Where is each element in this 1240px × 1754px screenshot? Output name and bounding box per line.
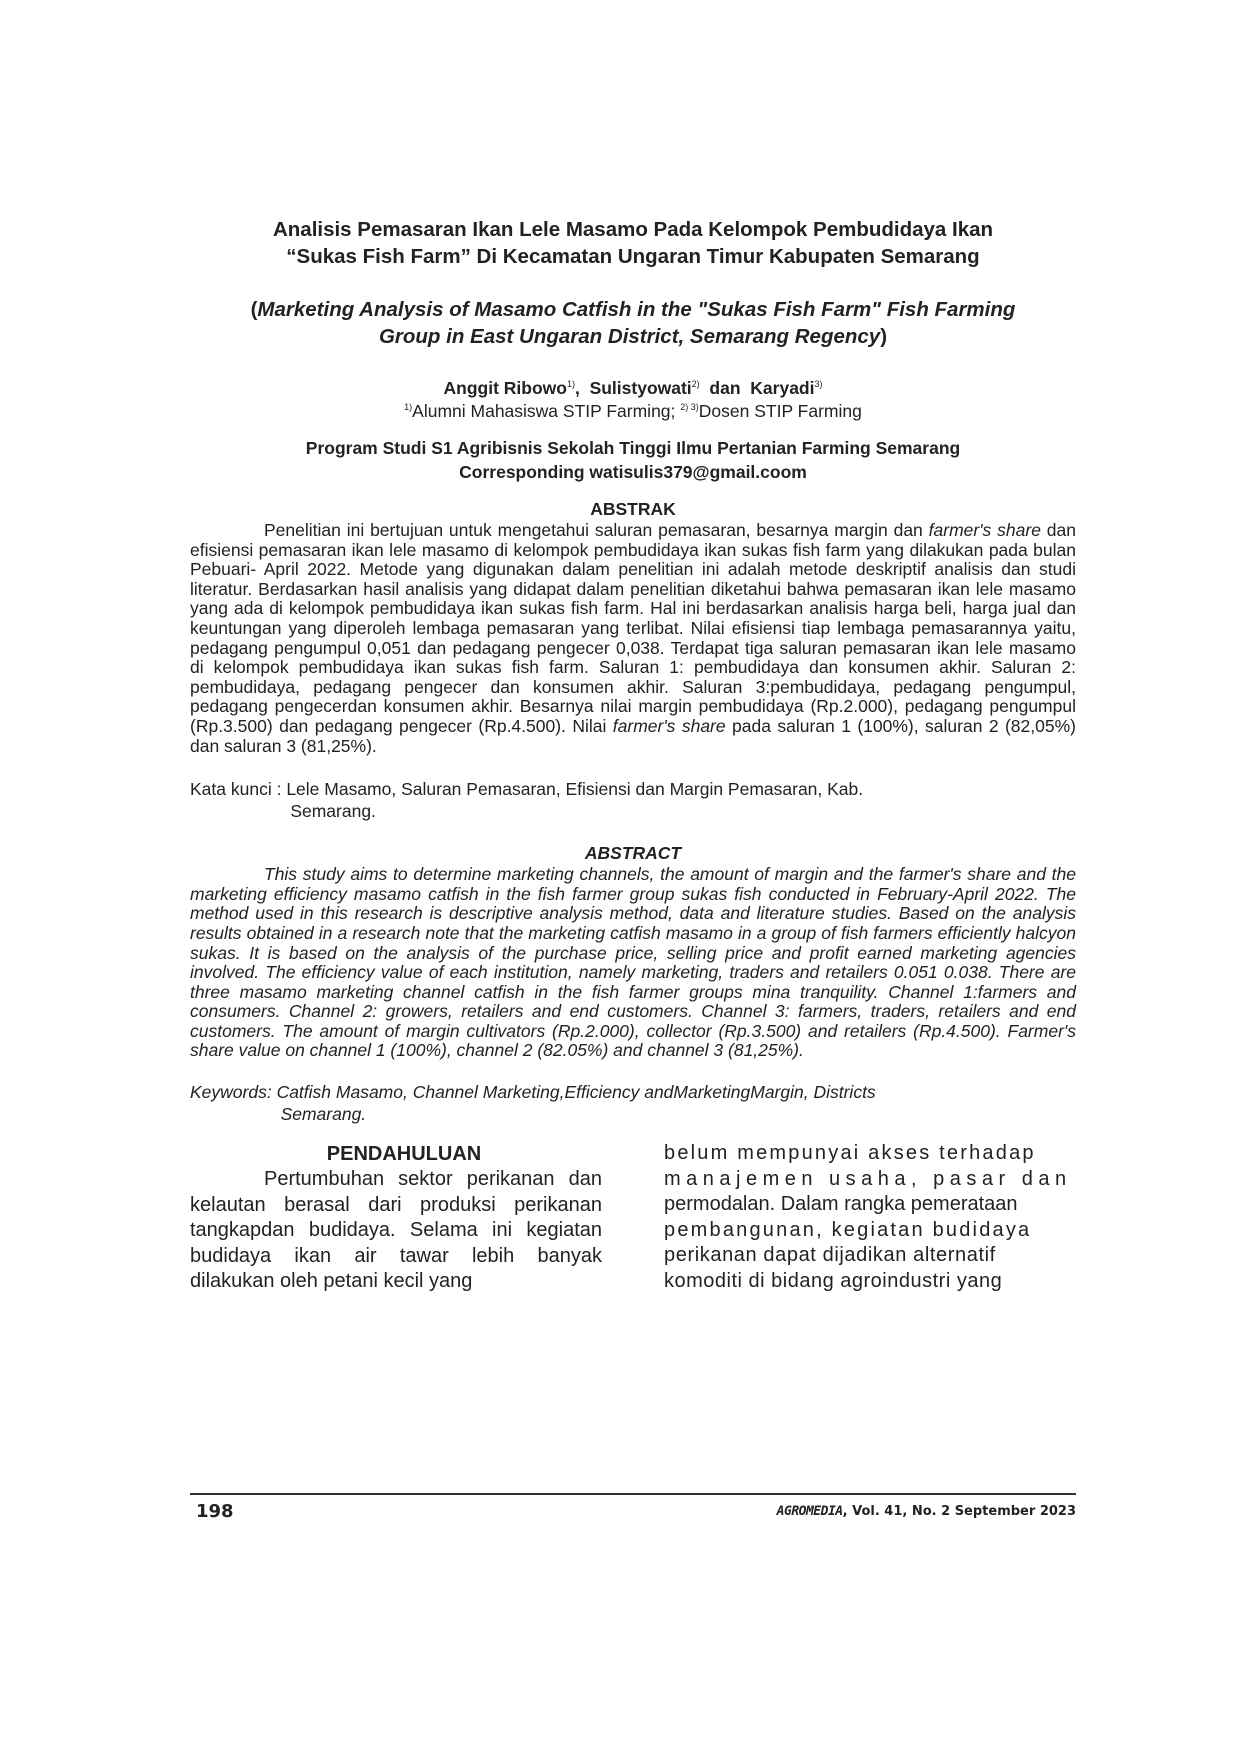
affiliation-text-1: Alumni Mahasiswa STIP Farming; bbox=[412, 401, 681, 421]
corresponding-email: Corresponding watisulis379@gmail.coom bbox=[459, 462, 807, 482]
journal-info bbox=[777, 1504, 1076, 1519]
author-2-sup: 2) bbox=[691, 379, 700, 390]
right-line-1: belum mempunyai akses terhadap bbox=[664, 1142, 1036, 1165]
abstrak-term-1: farmer's share bbox=[928, 520, 1041, 540]
abstract-body bbox=[190, 865, 1076, 1061]
author-conjunction: dan bbox=[709, 378, 741, 398]
keywords-line-1: Catfish Masamo, Channel Marketing,Efficiency andMarketingMargin, Districts bbox=[276, 1082, 876, 1103]
paper-page bbox=[190, 216, 1076, 1295]
affiliation bbox=[190, 400, 1076, 422]
author-list: Anggit Ribowo$^{1)}$, Sulistyowati$^{2)}$ dan Karyadi$^{3)}$ bbox=[443, 378, 823, 398]
body-columns bbox=[190, 1141, 1076, 1295]
author-3-sup: 3) bbox=[814, 379, 823, 390]
keywords bbox=[190, 1081, 1076, 1125]
right-line-4: pembangunan, kegiatan budidaya bbox=[664, 1218, 1032, 1241]
right-column bbox=[664, 1141, 1076, 1295]
page-footer bbox=[190, 1500, 1076, 1522]
left-column bbox=[190, 1141, 602, 1295]
affiliation-sup-1: 1) bbox=[404, 402, 413, 413]
keywords-label: Keywords: bbox=[190, 1082, 277, 1103]
title-en-line-2: Group in East Ungaran District, Semarang Regency bbox=[378, 325, 881, 348]
abstrak-part-1: Penelitian ini bertujuan untuk mengetahui saluran pemasaran, besarnya margin dan bbox=[264, 520, 929, 540]
abstrak-part-3: pada saluran 1 (100%), saluran 2 (82,05%) dan saluran 3 (81,25%). bbox=[190, 715, 1076, 756]
abstrak-term-2: farmer's share bbox=[612, 715, 726, 736]
affiliation-sup-2: 2) 3) bbox=[680, 402, 699, 413]
program-info bbox=[190, 436, 1076, 484]
abstrak-heading: ABSTRAK bbox=[590, 499, 676, 519]
right-line-5: perikanan dapat dijadikan alternatif bbox=[664, 1244, 996, 1267]
author-3: Karyadi bbox=[750, 378, 815, 398]
title-line-1: Analisis Pemasaran Ikan Lele Masamo Pada Kelompok Pembudidaya Ikan bbox=[272, 218, 994, 241]
right-line-3: permodalan. Dalam rangka pemerataan bbox=[664, 1193, 1018, 1216]
keywords-line-2: Semarang. bbox=[280, 1104, 367, 1125]
footer-rule bbox=[190, 1493, 1076, 1495]
pendahuluan-left-text: Pertumbuhan sektor perikanan dan kelautan berasal dari produksi perikanan tangkapdan budidaya. Selama ini kegiatan budidaya ikan air tawar lebih banyak dilakukan oleh petani kecil yang bbox=[190, 1168, 602, 1293]
author-2: Sulistyowati bbox=[589, 378, 692, 398]
journal-logo: AGROMEDIA bbox=[776, 1503, 843, 1519]
journal-volume: , Vol. 41, No. 2 September 2023 bbox=[842, 1503, 1076, 1519]
abstrak-body bbox=[190, 521, 1076, 756]
right-line-6: komoditi di bidang agroindustri yang bbox=[664, 1269, 1003, 1292]
title-line-2: “Sukas Fish Farm” Di Kecamatan Ungaran Timur Kabupaten Semarang bbox=[286, 245, 980, 268]
pendahuluan-heading: PENDAHULUAN bbox=[326, 1143, 482, 1166]
page-number: 198 bbox=[196, 1500, 234, 1522]
program-line-1: Program Studi S1 Agribisnis Sekolah Tinggi Ilmu Pertanian Farming Semarang bbox=[305, 438, 961, 458]
abstract-text: This study aims to determine marketing channels, the amount of margin and the farmer's share and the marketing efficiency masamo catfish in the fish farmer group sukas fish conducted in February-April 2022. The method used in this research is descriptive analysis method, data and literature studies. Based on the analysis results obtained in a research note that the marketing catfish masamo in a group of fish farmers efficiently halcyon sukas. It is based on the analysis of the purchase price, selling price and profit earned marketing agencies involved. The efficiency value of each institution, namely marketing, traders and retailers 0.051 0.038. There are three masamo marketing channel catfish in the fish farmer groups mina tranquility. Channel 1:farmers and consumers. Channel 2: growers, retailers and end customers. Channel 3: farmers, traders, retailers and end customers. The amount of margin cultivators (Rp.2.000), collector (Rp.3.500) and retailers (Rp.4.500). Farmer's share value on channel 1 (100%), channel 2 (82.05%) and channel 3 (81,25%). bbox=[190, 864, 1076, 1061]
paper-title bbox=[190, 216, 1076, 270]
kata-kunci-line-1: Lele Masamo, Saluran Pemasaran, Efisiensi dan Margin Pemasaran, Kab. bbox=[286, 779, 864, 800]
kata-kunci-label: Kata kunci : bbox=[190, 779, 287, 800]
abstract-heading: ABSTRACT bbox=[584, 843, 682, 864]
title-en-line-1: Marketing Analysis of Masamo Catfish in the "Sukas Fish Farm" Fish Farming bbox=[257, 298, 1016, 321]
author-1: Anggit Ribowo bbox=[443, 378, 567, 398]
right-line-2: manajemen usaha, pasar dan bbox=[664, 1167, 1072, 1190]
author-1-sup: 1) bbox=[566, 379, 575, 390]
paper-title-english: (Marketing Analysis of Masamo Catfish in the "Sukas Fish Farm" Fish Farming Group in East Ungaran District, Semarang Regency) bbox=[250, 298, 1016, 348]
kata-kunci bbox=[190, 778, 1076, 822]
affiliation-text-2: Dosen STIP Farming bbox=[698, 401, 862, 421]
abstrak-part-2: dan efisiensi pemasaran ikan lele masamo di kelompok pembudidaya ikan sukas fish farm yang dilakukan pada bulan Pebuari- April 2022. Metode yang digunakan dalam penelitian ini adalah metode deskriptif analisis dan studi literatur. Berdasarkan hasil analisis yang didapat dalam penelitian diketahui bahwa pemasaran ikan lele masamo yang ada di kelompok pembudidaya ikan sukas fish farm. Hal ini berdasarkan analisis harga beli, harga jual dan keuntungan yang diperoleh lembaga pemasaran yang terlibat. Nilai efisiensi tiap lembaga pemasarannya yaitu, pedagang pengumpul 0,051 dan pedagang pengecer 0,038. Terdapat tiga saluran pemasaran ikan lele masamo di kelompok pembudidaya ikan sukas fish farm. Saluran 1: pembudidaya dan konsumen akhir. Saluran 2: pembudidaya, pedagang pengecer dan konsumen akhir. Saluran 3:pembudidaya, pedagang pengumpul, pedagang pengecerdan konsumen akhir. Besarnya nilai margin pembudidaya (Rp.2.000), pedagang pengumpul (Rp.3.500) dan pedagang pengecer (Rp.4.500). Nilai bbox=[190, 520, 1076, 736]
kata-kunci-line-2: Semarang. bbox=[290, 801, 376, 822]
